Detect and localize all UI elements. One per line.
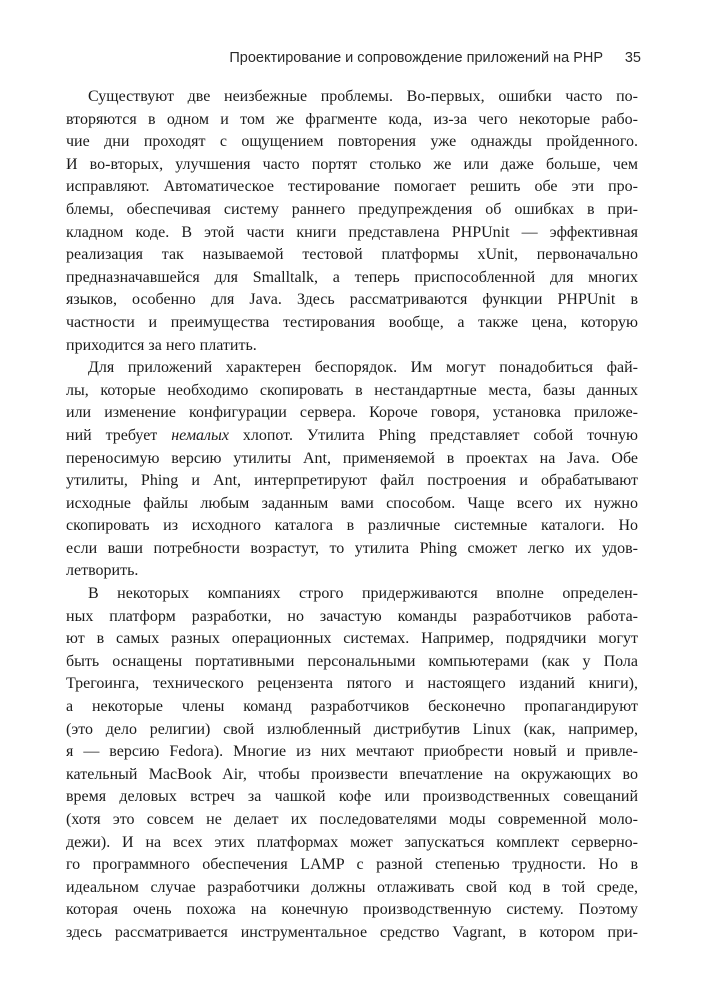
- text-line: а некоторые члены команд разработчиков бесконечно пропагандируют: [66, 698, 638, 716]
- text-line: ют в самых разных операционных системах. Например, подрядчики могут: [66, 630, 638, 648]
- emphasized-word: немалых: [171, 426, 229, 444]
- text-line: или изменение конфигурации сервера. Короче говоря, установка приложе-: [66, 404, 638, 422]
- text-line-with-emphasis: [66, 425, 638, 448]
- text-line: реализация так называемой тестовой платформы xUnit, первоначально: [66, 246, 638, 264]
- text-line: быть оснащены портативными персональными компьютерами (как у Пола: [66, 652, 638, 670]
- text-line: блемы, обеспечивая систему раннего предупреждения об ошибках в при-: [66, 200, 638, 218]
- text-line: Трегоинга, технического рецензента пятого и настоящего изданий книги),: [66, 675, 638, 693]
- text-line: время деловых встреч за чашкой кофе или производственных совещаний: [66, 788, 638, 806]
- text-line: если ваши потребности возрастут, то утилита Phing сможет легко их удов-: [66, 539, 638, 557]
- text-line: исходные файлы любым заданным вами способом. Чаще всего их нужно: [66, 494, 638, 512]
- body-text: [66, 86, 638, 945]
- page-number: 35: [624, 50, 641, 66]
- text-line: (это дело религии) свой излюбленный дистрибутив Linux (как, например,: [66, 720, 638, 738]
- text-line: переносимую версию утилиты Ant, применяемой в проектах на Java. Обе: [66, 449, 638, 467]
- text-line: частности и преимущества тестирования вообще, а также цена, которую: [66, 313, 638, 331]
- text-line: я — версию Fedora). Многие из них мечтают приобрести новый и привле-: [66, 743, 638, 761]
- text-line: вторяются в одном и том же фрагменте кода, из-за чего некоторые рабо-: [66, 110, 638, 128]
- text-line: кладном коде. В этой части книги представлена PHPUnit — эффективная: [66, 223, 638, 241]
- text-line: летворить.: [66, 562, 139, 580]
- paragraph-3: [66, 583, 638, 945]
- text-line: И во-вторых, улучшения часто портят столько же или даже больше, чем: [66, 155, 638, 173]
- text-line: лы, которые необходимо скопировать в нестандартные места, базы данных: [66, 381, 638, 399]
- text-line: кательный MacBook Air, чтобы произвести впечатление на окружающих во: [66, 765, 638, 783]
- text-line: скопировать из исходного каталога в различные системные каталоги. Но: [66, 517, 638, 535]
- text-line: предназначавшейся для Smalltalk, а теперь приспособленной для многих: [66, 268, 638, 286]
- text-line: которая очень похожа на конечную производственную систему. Поэтому: [66, 901, 638, 919]
- text-line: Для приложений характерен беспорядок. Им могут понадобиться фай-: [88, 359, 638, 377]
- text-line: го программного обеспечения LAMP с разной степенью трудности. Но в: [66, 856, 638, 874]
- text-line: дежи). И на всех этих платформах может запускаться комплект серверно-: [66, 833, 638, 851]
- text-line: здесь рассматривается инструментальное средство Vagrant, в котором при-: [66, 923, 638, 941]
- text-fragment: ний требует: [66, 426, 172, 444]
- text-line: (хотя это совсем не делает их последователями моды современной моло-: [66, 811, 638, 828]
- running-header-title: Проектирование и сопровождение приложений на PHP: [229, 50, 603, 66]
- text-line: идеальном случае разработчики должны отлаживать свой код в той среде,: [66, 878, 638, 896]
- text-fragment: хлопот. Утилита Phing представляет собой точную: [228, 426, 639, 444]
- text-line: ных платформ разработки, но зачастую команды разработчиков работа-: [66, 607, 638, 625]
- text-line: исправляют. Автоматическое тестирование помогает решить обе эти про-: [66, 178, 638, 196]
- text-line: чие дни проходят с ощущением повторения уже однажды пройденного.: [66, 133, 638, 151]
- text-line: утилиты, Phing и Ant, интерпретируют файл построения и обрабатывают: [66, 472, 638, 490]
- paragraph-1: [66, 86, 638, 357]
- text-line: Существуют две неизбежные проблемы. Во-первых, ошибки часто по-: [88, 88, 638, 105]
- text-line: приходится за него платить.: [66, 336, 257, 354]
- text-line: языков, особенно для Java. Здесь рассматриваются функции PHPUnit в: [66, 291, 638, 309]
- text-line: В некоторых компаниях строго придерживаются вполне определен-: [88, 585, 638, 603]
- paragraph-2: [66, 357, 638, 583]
- running-header: [88, 50, 641, 66]
